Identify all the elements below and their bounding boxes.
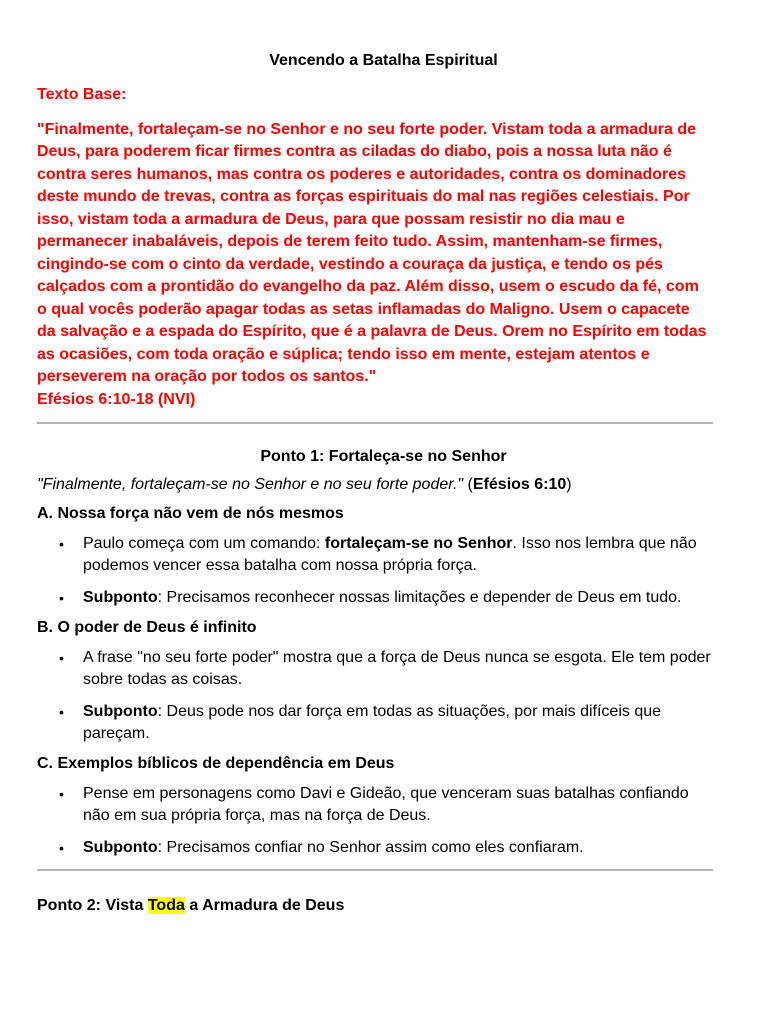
list-item <box>37 647 712 691</box>
c-subponto-text: : Precisamos confiar no Senhor assim como eles confiaram. <box>157 839 584 856</box>
base-reference: Efésios 6:10-18 (NVI) <box>37 390 196 408</box>
divider-1 <box>37 422 713 424</box>
a-bullet1-pre: Paulo começa com um comando: <box>83 535 325 552</box>
c-bullet1: Pense em personagens como Davi e Gideão, que venceram suas batalhas confiando não em sua própria força, mas na força de Deus. <box>83 785 689 824</box>
point1-heading: Ponto 1: Fortaleça-se no Senhor <box>260 448 507 465</box>
section-a-list <box>37 533 712 609</box>
point1-ref: Efésios 6:10 <box>472 476 567 493</box>
point2-highlight: Toda <box>147 897 185 914</box>
section-c-heading: C. Exemplos bíblicos de dependência em Deus <box>37 755 395 772</box>
point2-post: a Armadura de Deus <box>184 897 345 914</box>
list-item <box>37 783 712 827</box>
point1-ref-close: ) <box>566 476 572 493</box>
b-subponto-text: : Deus pode nos dar força em todas as situações, por mais difíceis que pareçam. <box>83 703 662 742</box>
section-c-list <box>37 783 712 859</box>
a-bullet1-post: . Isso nos lembra que não podemos vencer essa batalha com nossa própria força. <box>83 535 697 574</box>
a-subponto-label: Subponto <box>83 589 158 606</box>
list-item <box>37 533 712 577</box>
section-a-heading: A. Nossa força não vem de nós mesmos <box>37 505 344 522</box>
section-b-heading: B. O poder de Deus é infinito <box>37 619 257 636</box>
a-subponto-text: : Precisamos reconhecer nossas limitações e depender de Deus em tudo. <box>157 589 682 606</box>
point2-heading <box>37 897 712 915</box>
c-subponto-label: Subponto <box>83 839 158 856</box>
base-passage: "Finalmente, fortaleçam-se no Senhor e no seu forte poder. Vistam toda a armadura de Deus, para poderem ficar firmes contra as ciladas do diabo, pois a nossa luta não é contra seres humanos, mas contra os poderes e autoridades, contra os dominadores deste mundo de trevas, contra as forças espirituais do mal nas regiões celestiais. Por isso, vistam toda a armadura de Deus, para que possam resistir no dia mau e permanecer inabaláveis, depois de terem feito tudo. Assim, mantenham-se firmes, cingindo-se com o cinto da verdade, vestindo a couraça da justiça, e tendo os pés calçados com a prontidão do evangelho da paz. Além disso, usem o escudo da fé, com o qual vocês poderão apagar todas as setas inflamadas do Maligno. Usem o capacete da salvação e a espada do Espírito, que é a palavra de Deus. Orem no Espírito em todas as ocasiões, com toda oração e súplica; tendo isso em mente, estejam atentos e perseverem na oração por todos os santos." <box>37 120 707 385</box>
point1-ref-open: ( <box>463 476 473 493</box>
point2-pre: Ponto 2: Vista <box>37 897 148 914</box>
b-bullet1: A frase "no seu forte poder" mostra que a força de Deus nunca se esgota. Ele tem poder sobre todas as coisas. <box>83 649 711 688</box>
list-item <box>37 701 712 745</box>
point1-quote: "Finalmente, fortaleçam-se no Senhor e no seu forte poder." <box>37 476 464 493</box>
list-item <box>37 837 712 859</box>
base-text-label: Texto Base: <box>37 86 127 103</box>
base-text-block <box>37 84 712 411</box>
a-bullet1-bold: fortaleçam-se no Senhor <box>324 535 513 552</box>
point1-quote-line <box>37 476 712 494</box>
section-b-list <box>37 647 712 745</box>
divider-2 <box>37 869 713 871</box>
b-subponto-label: Subponto <box>83 703 158 720</box>
document-title: Vencendo a Batalha Espiritual <box>269 52 498 69</box>
list-item <box>37 587 712 609</box>
